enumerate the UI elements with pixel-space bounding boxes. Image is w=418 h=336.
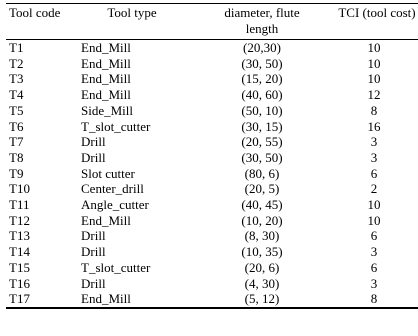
diameter-flute-length-cell: (80, 6) bbox=[244, 165, 280, 181]
table-row bbox=[6, 291, 418, 308]
tool-type-cell: Drill bbox=[81, 228, 106, 244]
tool-code-cell: T1 bbox=[9, 40, 24, 55]
tool-type-cell: Drill bbox=[81, 244, 106, 260]
tool-code-cell: T8 bbox=[9, 149, 24, 165]
diameter-flute-length-cell: (8, 30) bbox=[244, 228, 280, 244]
tci-cell: 10 bbox=[367, 71, 381, 87]
tool-code-cell: T15 bbox=[9, 259, 30, 275]
tci-cell: 12 bbox=[367, 87, 381, 103]
diameter-flute-length-cell: (15, 20) bbox=[241, 71, 283, 87]
header-tool-type: Tool type bbox=[81, 4, 201, 40]
table-row bbox=[6, 103, 418, 119]
table-row bbox=[6, 87, 418, 103]
tool-code-cell: T11 bbox=[9, 197, 30, 213]
table-row bbox=[6, 119, 418, 135]
tool-code-cell: T16 bbox=[9, 275, 30, 291]
tci-cell: 3 bbox=[370, 134, 378, 150]
table-row bbox=[6, 56, 418, 72]
tool-code-cell: T14 bbox=[9, 244, 30, 260]
tool-code-cell: T10 bbox=[9, 181, 30, 197]
tool-code-cell: T4 bbox=[9, 87, 24, 103]
tci-cell: 6 bbox=[370, 165, 378, 181]
tool-type-cell: Drill bbox=[81, 149, 106, 165]
tool-type-cell: End_Mill bbox=[81, 71, 131, 87]
tool-code-cell: T13 bbox=[9, 228, 30, 244]
tci-cell: 10 bbox=[367, 40, 381, 55]
tci-cell: 10 bbox=[367, 197, 381, 213]
tci-cell: 16 bbox=[367, 118, 381, 134]
diameter-flute-length-cell: (10, 35) bbox=[241, 244, 283, 260]
tci-cell: 6 bbox=[370, 259, 378, 275]
tool-type-cell: End_Mill bbox=[81, 55, 131, 71]
tool-type-cell: Drill bbox=[81, 275, 106, 291]
table-row bbox=[6, 181, 418, 197]
table-row bbox=[6, 71, 418, 87]
table-row bbox=[6, 276, 418, 292]
tool-code-cell: T2 bbox=[9, 55, 24, 71]
tool-type-cell: T_slot_cutter bbox=[81, 118, 151, 134]
diameter-flute-length-cell: (30, 15) bbox=[241, 118, 283, 134]
tool-type-cell: End_Mill bbox=[81, 40, 131, 55]
tci-cell: 10 bbox=[367, 55, 381, 71]
tool-code-cell: T9 bbox=[9, 165, 24, 181]
tci-cell: 2 bbox=[370, 181, 378, 197]
tool-code-cell: T17 bbox=[6, 291, 81, 308]
diameter-flute-length-cell: (30, 50) bbox=[241, 149, 283, 165]
table-row bbox=[6, 213, 418, 229]
diameter-flute-length-cell: (4, 30) bbox=[244, 275, 280, 291]
header-param-line1: diameter, flute bbox=[224, 5, 300, 20]
tool-type-cell: End_Mill bbox=[81, 87, 131, 103]
diameter-flute-length-cell: (40, 45) bbox=[241, 197, 283, 213]
table-body bbox=[6, 40, 418, 308]
tool-code-cell: T7 bbox=[9, 134, 24, 150]
tool-code-cell: T12 bbox=[9, 212, 30, 228]
diameter-flute-length-cell: (50, 10) bbox=[241, 102, 283, 118]
diameter-flute-length-cell: (5, 12) bbox=[201, 291, 323, 308]
tool-code-cell: T6 bbox=[9, 118, 24, 134]
diameter-flute-length-cell: (30, 50) bbox=[241, 55, 283, 71]
tci-cell: 8 bbox=[370, 102, 378, 118]
tool-type-cell: Center_drill bbox=[81, 181, 144, 197]
tool-type-cell: Angle_cutter bbox=[81, 197, 149, 213]
table-row bbox=[6, 150, 418, 166]
header-tool-code: Tool code bbox=[6, 4, 81, 40]
tci-cell: 10 bbox=[367, 212, 381, 228]
tci-cell: 3 bbox=[370, 244, 378, 260]
tool-type-cell: Side_Mill bbox=[81, 102, 134, 118]
tool-table bbox=[6, 3, 418, 309]
table-row bbox=[6, 260, 418, 276]
header-diameter-flute-length bbox=[201, 4, 323, 40]
tool-code-cell: T5 bbox=[9, 102, 24, 118]
tci-cell: 3 bbox=[370, 149, 378, 165]
header-tci: TCI (tool cost) bbox=[323, 4, 418, 40]
tool-type-cell: End_Mill bbox=[81, 291, 201, 308]
table-row bbox=[6, 134, 418, 150]
table-row bbox=[6, 228, 418, 244]
tool-type-cell: T_slot_cutter bbox=[81, 259, 151, 275]
table-row bbox=[6, 197, 418, 213]
header-param-line2: length bbox=[245, 21, 279, 36]
diameter-flute-length-cell: (20, 5) bbox=[244, 181, 280, 197]
tool-type-cell: Slot cutter bbox=[81, 165, 135, 181]
diameter-flute-length-cell: (20, 55) bbox=[241, 134, 283, 150]
diameter-flute-length-cell: (20, 6) bbox=[244, 259, 280, 275]
tool-code-cell: T3 bbox=[9, 71, 24, 87]
tool-type-cell: Drill bbox=[81, 134, 106, 150]
table-header bbox=[6, 4, 418, 40]
tci-cell: 3 bbox=[370, 275, 378, 291]
table-row bbox=[6, 166, 418, 182]
diameter-flute-length-cell: (20,30) bbox=[243, 40, 281, 55]
table-row bbox=[6, 244, 418, 260]
tci-cell: 8 bbox=[323, 291, 418, 308]
tool-type-cell: End_Mill bbox=[81, 212, 131, 228]
diameter-flute-length-cell: (10, 20) bbox=[241, 212, 283, 228]
tci-cell: 6 bbox=[370, 228, 378, 244]
header-row bbox=[6, 4, 418, 40]
diameter-flute-length-cell: (40, 60) bbox=[241, 87, 283, 103]
table-row bbox=[6, 40, 418, 56]
